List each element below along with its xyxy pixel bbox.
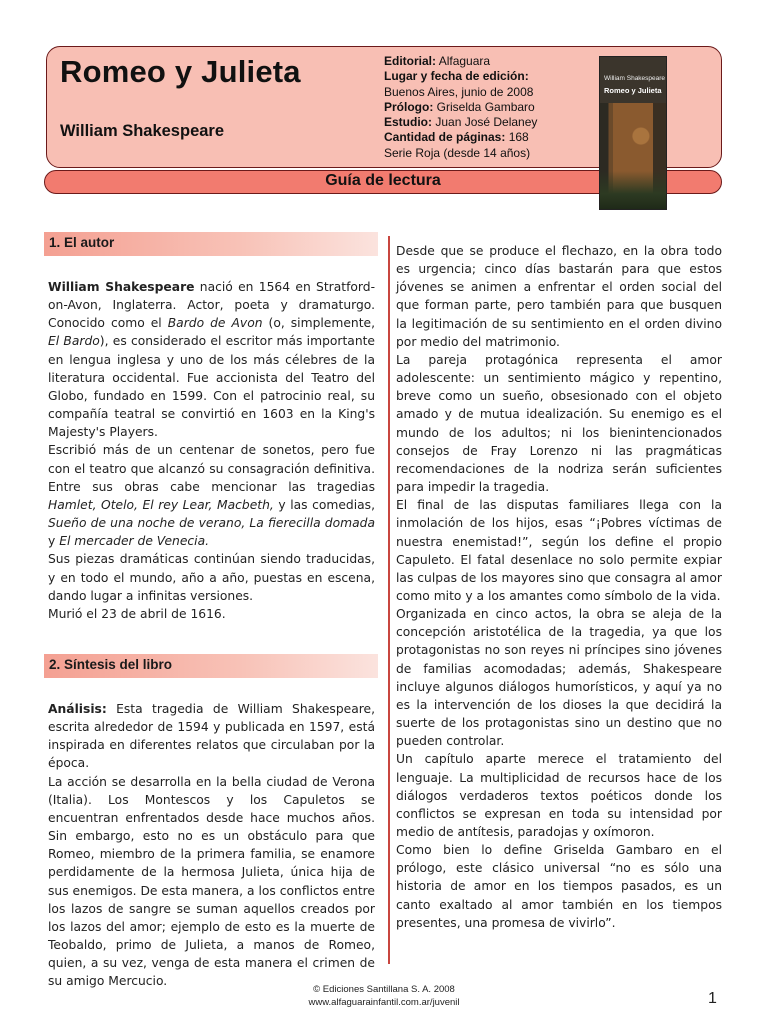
author-paragraph (48, 441, 375, 550)
meta-value: Juan José Delaney (435, 115, 538, 130)
italic-run: El mercader de Venecia. (59, 534, 210, 549)
meta-label: Cantidad de páginas: (384, 130, 506, 145)
author-name-bold: William Shakespeare (48, 280, 195, 294)
page-footer (0, 984, 768, 1009)
text-run: Escribió más de un centenar de sonetos, pero fue con el teatro que alcanzó su consagración definitiva. Entre sus obras cabe mencionar las tragedias (48, 443, 375, 494)
synopsis-paragraph: Un capítulo aparte merece el tratamiento del lenguaje. La multiplicidad de recursos hace de los diálogos verdaderos textos poéticos donde los conflictos se expresan en toda su intensidad por medio de antítesis, paradojas y oxímoron. (396, 752, 722, 839)
meta-label: Estudio: (384, 115, 432, 130)
book-cover-image (599, 56, 667, 210)
text-run: y (48, 534, 60, 549)
synopsis-paragraph: La acción se desarrolla en la bella ciudad de Verona (Italia). Los Montescos y los Capuletos se encuentran enfrentados desde hace muchos años. Sin embargo, esto no es un obstáculo para que Romeo, miembro de la primera familia, se enamore perdidamente de la hermosa Julieta, única hija de sus enemigos. De esta manera, a los conflictos entre los lazos de sangre se suman aquellos creados por los lazos del amor; ejemplo de esto es la muerte de Teobaldo, primo de Julieta, a manos de Romeo, quien, a su vez, venga de esta manera el crimen de su amigo Mercucio. (48, 774, 375, 989)
synopsis-paragraph (48, 700, 375, 773)
text-run: Esta tragedia de William Shakespeare, escrita alrededor de 1594 y publicada en 1597, está inspirada en diferentes relatos que circulaban por la época. (48, 702, 375, 771)
author-paragraph: Murió el 23 de abril de 1616. (48, 606, 226, 621)
meta-place-date-label (384, 69, 594, 84)
cover-author: William Shakespeare (604, 75, 666, 82)
synopsis-continued-text (396, 242, 722, 932)
text-run: ), es considerado el escritor más importante en lengua inglesa y uno de los más célebres de la literatura occidental. Fue accionista del Teatro del Globo, fundado en 1599. Con el patrocinio real, su compañía teatral se convirtió en 1603 en la King's Majesty's Players. (48, 334, 375, 440)
reading-guide-label: Guía de lectura (325, 172, 441, 189)
website-link[interactable]: www.alfaguarainfantil.com.ar/juvenil (308, 996, 460, 1008)
section-heading-text: 1. El autor (49, 235, 115, 250)
meta-value: Alfaguara (438, 54, 491, 68)
text-run: y las comedias, (273, 497, 375, 512)
copyright-notice: © Ediciones Santillana S. A. 2008 (313, 984, 455, 995)
italic-run: El Bardo (48, 334, 100, 349)
author-paragraph: Sus piezas dramáticas continúan siendo traducidas, y en todo el mundo, año a año, puestas en escena, dando lugar a infinitas versiones. (48, 552, 375, 603)
meta-label: Editorial: (384, 54, 437, 68)
meta-value: 168 (508, 130, 529, 145)
italic-run: Bardo de Avon (167, 316, 263, 331)
meta-series: Serie Roja (desde 14 años) (384, 145, 531, 160)
synopsis-paragraph: El final de las disputas familiares llega con la inmolación de los hijos, esas “¡Pobres víctimas de nuestra enemistad!”, según los define el propio Capuleto. El fatal desenlace no solo permite expiar las culpas de los mayores sino que consagra al amor como mito y a los amantes como símbolo de la vida. (396, 498, 722, 603)
book-title: Romeo y Julieta (60, 54, 301, 89)
italic-run: Hamlet, Otelo, El rey Lear, Macbeth, (48, 497, 274, 512)
meta-pages (384, 130, 594, 145)
meta-prologue (384, 100, 594, 115)
analysis-label: Análisis: (48, 702, 107, 716)
meta-label: Lugar y fecha de edición: (384, 69, 529, 84)
page-number: 1 (708, 990, 717, 1007)
meta-study (384, 115, 594, 130)
italic-run: Sueño de una noche de verano, La fierecilla domada (48, 516, 375, 531)
author-text (48, 278, 375, 623)
meta-value: Griselda Gambaro (436, 99, 535, 114)
synopsis-paragraph: Desde que se produce el flechazo, en la obra todo es urgencia; cinco días bastarán para que estos jóvenes se animen a enfrentar el orden social del que forman parte, pero también para que busquen la legitimación de su sentimiento en el orden divino por medio del matrimonio. (396, 244, 722, 349)
text-run: (o, simplemente, (262, 316, 375, 331)
meta-place-date-value: Buenos Aires, junio de 2008 (384, 84, 534, 99)
cover-title: Romeo y Julieta (604, 86, 662, 95)
synopsis-paragraph: La pareja protagónica representa el amor adolescente: un sentimiento mágico y repentino, breve como un sueño, obsesionado con el objeto amado y de mutua idealización. Su enemigo es el mundo de los adultos; ni los bienintencionados consejos de Fray Lorenzo ni las pragmáticas recomendaciones de la nodriza serán suficientes para impedir la tragedia. (396, 352, 722, 495)
author-paragraph (48, 278, 375, 441)
synopsis-paragraph: Organizada en cinco actos, la obra se aleja de la concepción aristotélica de la tragedia, ya que los protagonistas no son reyes ni príncipes sino jóvenes de familias acomodadas; además, Shakespeare incluye algunos diálogos humorísticos, y aquí ya no es la intervención de los dioses la que decidirá la suerte de los protagonistas sino un destino que no pueden controlar. (396, 607, 722, 749)
synopsis-text (48, 700, 375, 991)
synopsis-paragraph: Como bien lo define Griselda Gambaro en el prólogo, este clásico universal “no es sólo una historia de amor en los tiempos pasados, es un canto exaltado al amor también en los tiempos presentes, una promesa de vivirlo”. (396, 843, 722, 930)
section-heading-author (44, 232, 378, 256)
column-divider (388, 236, 390, 964)
meta-editorial (384, 54, 594, 69)
section-heading-synopsis (44, 654, 378, 678)
text-run: nació en 1564 en Stratford-on-Avon, Inglaterra. Actor, poeta y dramaturgo. Conocido como el (48, 280, 376, 331)
section-heading-text: 2. Síntesis del libro (49, 657, 173, 672)
book-author: William Shakespeare (60, 122, 225, 140)
book-metadata (384, 54, 594, 161)
meta-label: Prólogo: (384, 99, 434, 114)
